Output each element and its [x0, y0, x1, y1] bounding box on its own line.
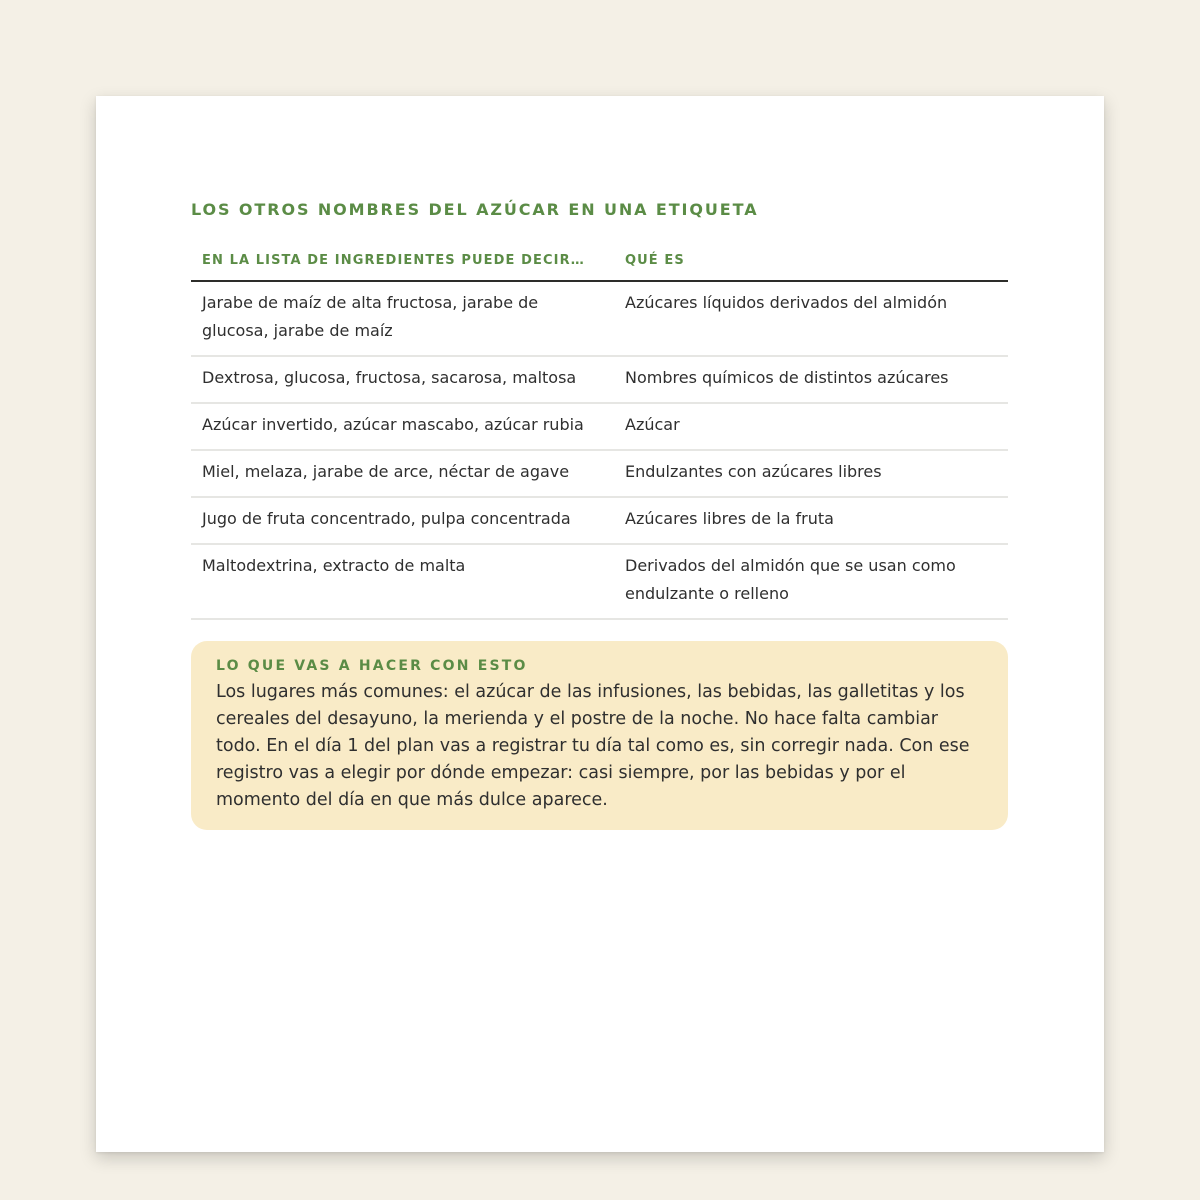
table-row — [191, 281, 1008, 356]
column-header-what-it-is: QUÉ ES — [614, 251, 1008, 281]
action-callout-box — [191, 641, 1008, 830]
table-row — [191, 497, 1008, 544]
table-row — [191, 450, 1008, 497]
table-row — [191, 403, 1008, 450]
ingredient-names-cell: Azúcar invertido, azúcar mascabo, azúcar rubia — [191, 403, 614, 450]
meaning-cell: Endulzantes con azúcares libres — [614, 450, 1008, 497]
meaning-cell: Azúcares libres de la fruta — [614, 497, 1008, 544]
page-content — [191, 200, 1008, 830]
table-row — [191, 356, 1008, 403]
ingredient-names-cell: Jarabe de maíz de alta fructosa, jarabe de glucosa, jarabe de maíz — [191, 281, 614, 356]
section-title: LOS OTROS NOMBRES DEL AZÚCAR EN UNA ETIQUETA — [191, 200, 759, 219]
meaning-cell: Azúcar — [614, 403, 1008, 450]
callout-title: LO QUE VAS A HACER CON ESTO — [216, 658, 528, 674]
column-header-ingredient-list: EN LA LISTA DE INGREDIENTES PUEDE DECIR… — [191, 251, 614, 281]
ingredient-names-cell: Dextrosa, glucosa, fructosa, sacarosa, maltosa — [191, 356, 614, 403]
meaning-cell: Nombres químicos de distintos azúcares — [614, 356, 1008, 403]
ingredient-names-cell: Miel, melaza, jarabe de arce, néctar de agave — [191, 450, 614, 497]
ingredient-names-cell: Maltodextrina, extracto de malta — [191, 544, 614, 619]
meaning-cell: Derivados del almidón que se usan como endulzante o relleno — [614, 544, 1008, 619]
meaning-cell: Azúcares líquidos derivados del almidón — [614, 281, 1008, 356]
callout-body: Los lugares más comunes: el azúcar de las infusiones, las bebidas, las galletitas y los cereales del desayuno, la merienda y el postre de la noche. No hace falta cambiar todo. En el día 1 del plan vas a registrar tu día tal como es, sin corregir nada. Con ese registro vas a elegir por dónde empezar: casi siempre, por las bebidas y por el momento del día en que más dulce aparece. — [216, 682, 970, 810]
ingredient-names-cell: Jugo de fruta concentrado, pulpa concentrada — [191, 497, 614, 544]
sugar-names-table — [191, 251, 1008, 620]
table-header-row — [191, 251, 1008, 281]
document-page — [96, 96, 1104, 1152]
table-row — [191, 544, 1008, 619]
